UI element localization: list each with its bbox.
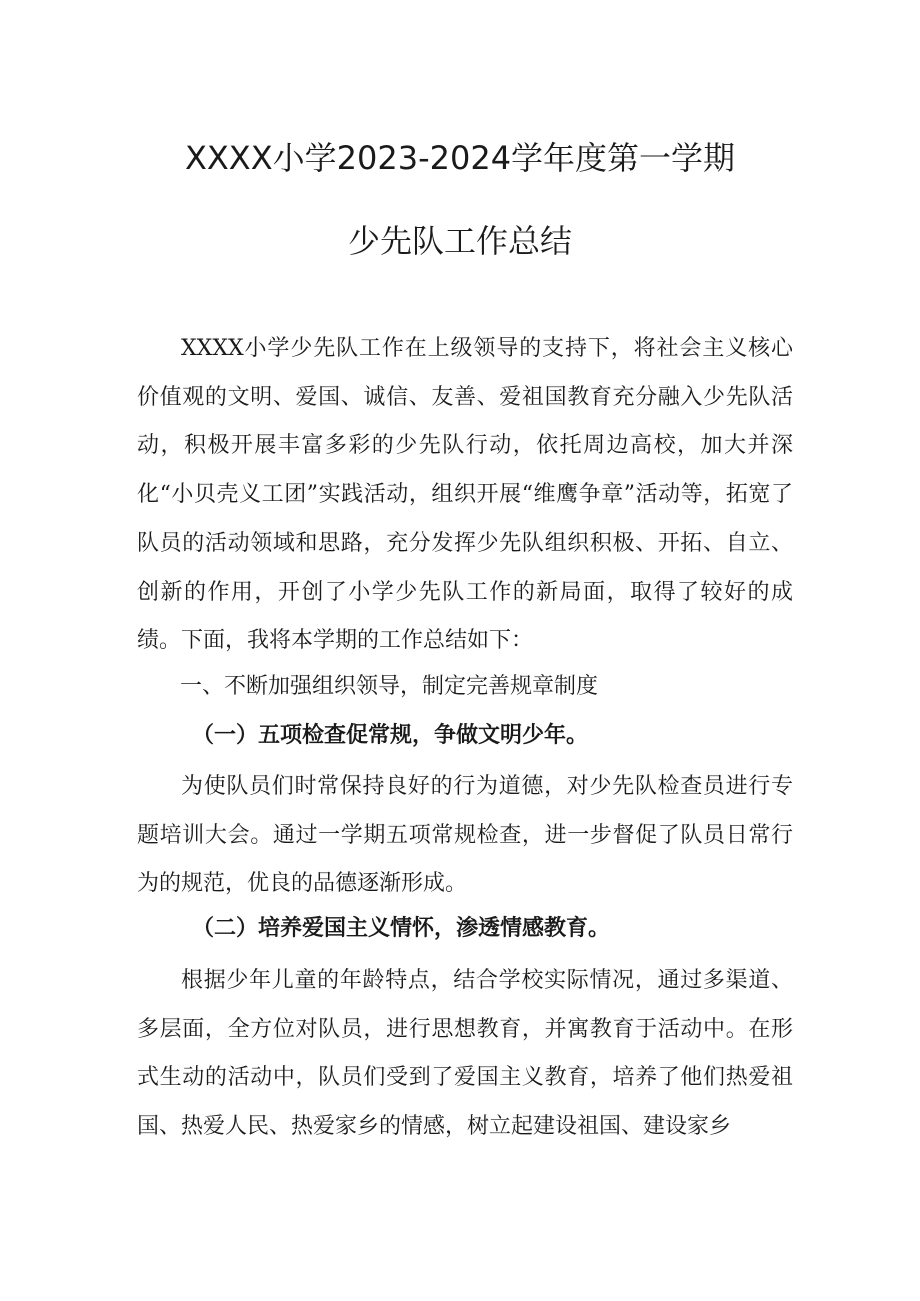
document-title-line2: 少先队工作总结 — [347, 222, 572, 260]
subsection-heading-1: （一）五项检查促常规，争做文明少年。 — [192, 722, 589, 748]
subsection-1-paragraph: 为使队员们时常保持良好的行为道德，对少先队检查员进行专题培训大会。通过一学期五项常规检查，进一步督促了队员日常行为的规范，优良的品德逐渐形成。 — [137, 774, 793, 897]
subsection-heading-2: （二）培养爱国主义情怀，渗透情感教育。 — [192, 915, 611, 941]
subsection-2-paragraph: 根据少年儿童的年龄特点，结合学校实际情况，通过多渠道、多层面，全方位对队员，进行思想教育，并寓教育于活动中。在形式生动的活动中，队员们受到了爱国主义教育，培养了他们热爱祖国、热爱人民、热爱家乡的情感，树立起建设祖国、建设家乡 — [137, 968, 793, 1140]
section-heading-1: 一、不断加强组织领导，制定完善规章制度 — [180, 674, 599, 699]
document-title-line1: XXXX小学2023-2024学年度第一学期 — [184, 139, 736, 177]
intro-paragraph: XXXX小学少先队工作在上级领导的支持下，将社会主义核心价值观的文明、爱国、诚信、友善、爱祖国教育充分融入少先队活动，积极开展丰富多彩的少先队行动，依托周边高校，加大并深化“小贝壳义工团”实践活动，组织开展“维鹰争章”活动等，拓宽了队员的活动领域和思路，充分发挥少先队组织积极、开拓、自立、创新的作用，开创了小学少先队工作的新局面，取得了较好的成绩。下面，我将本学期的工作总结如下： — [137, 336, 793, 654]
